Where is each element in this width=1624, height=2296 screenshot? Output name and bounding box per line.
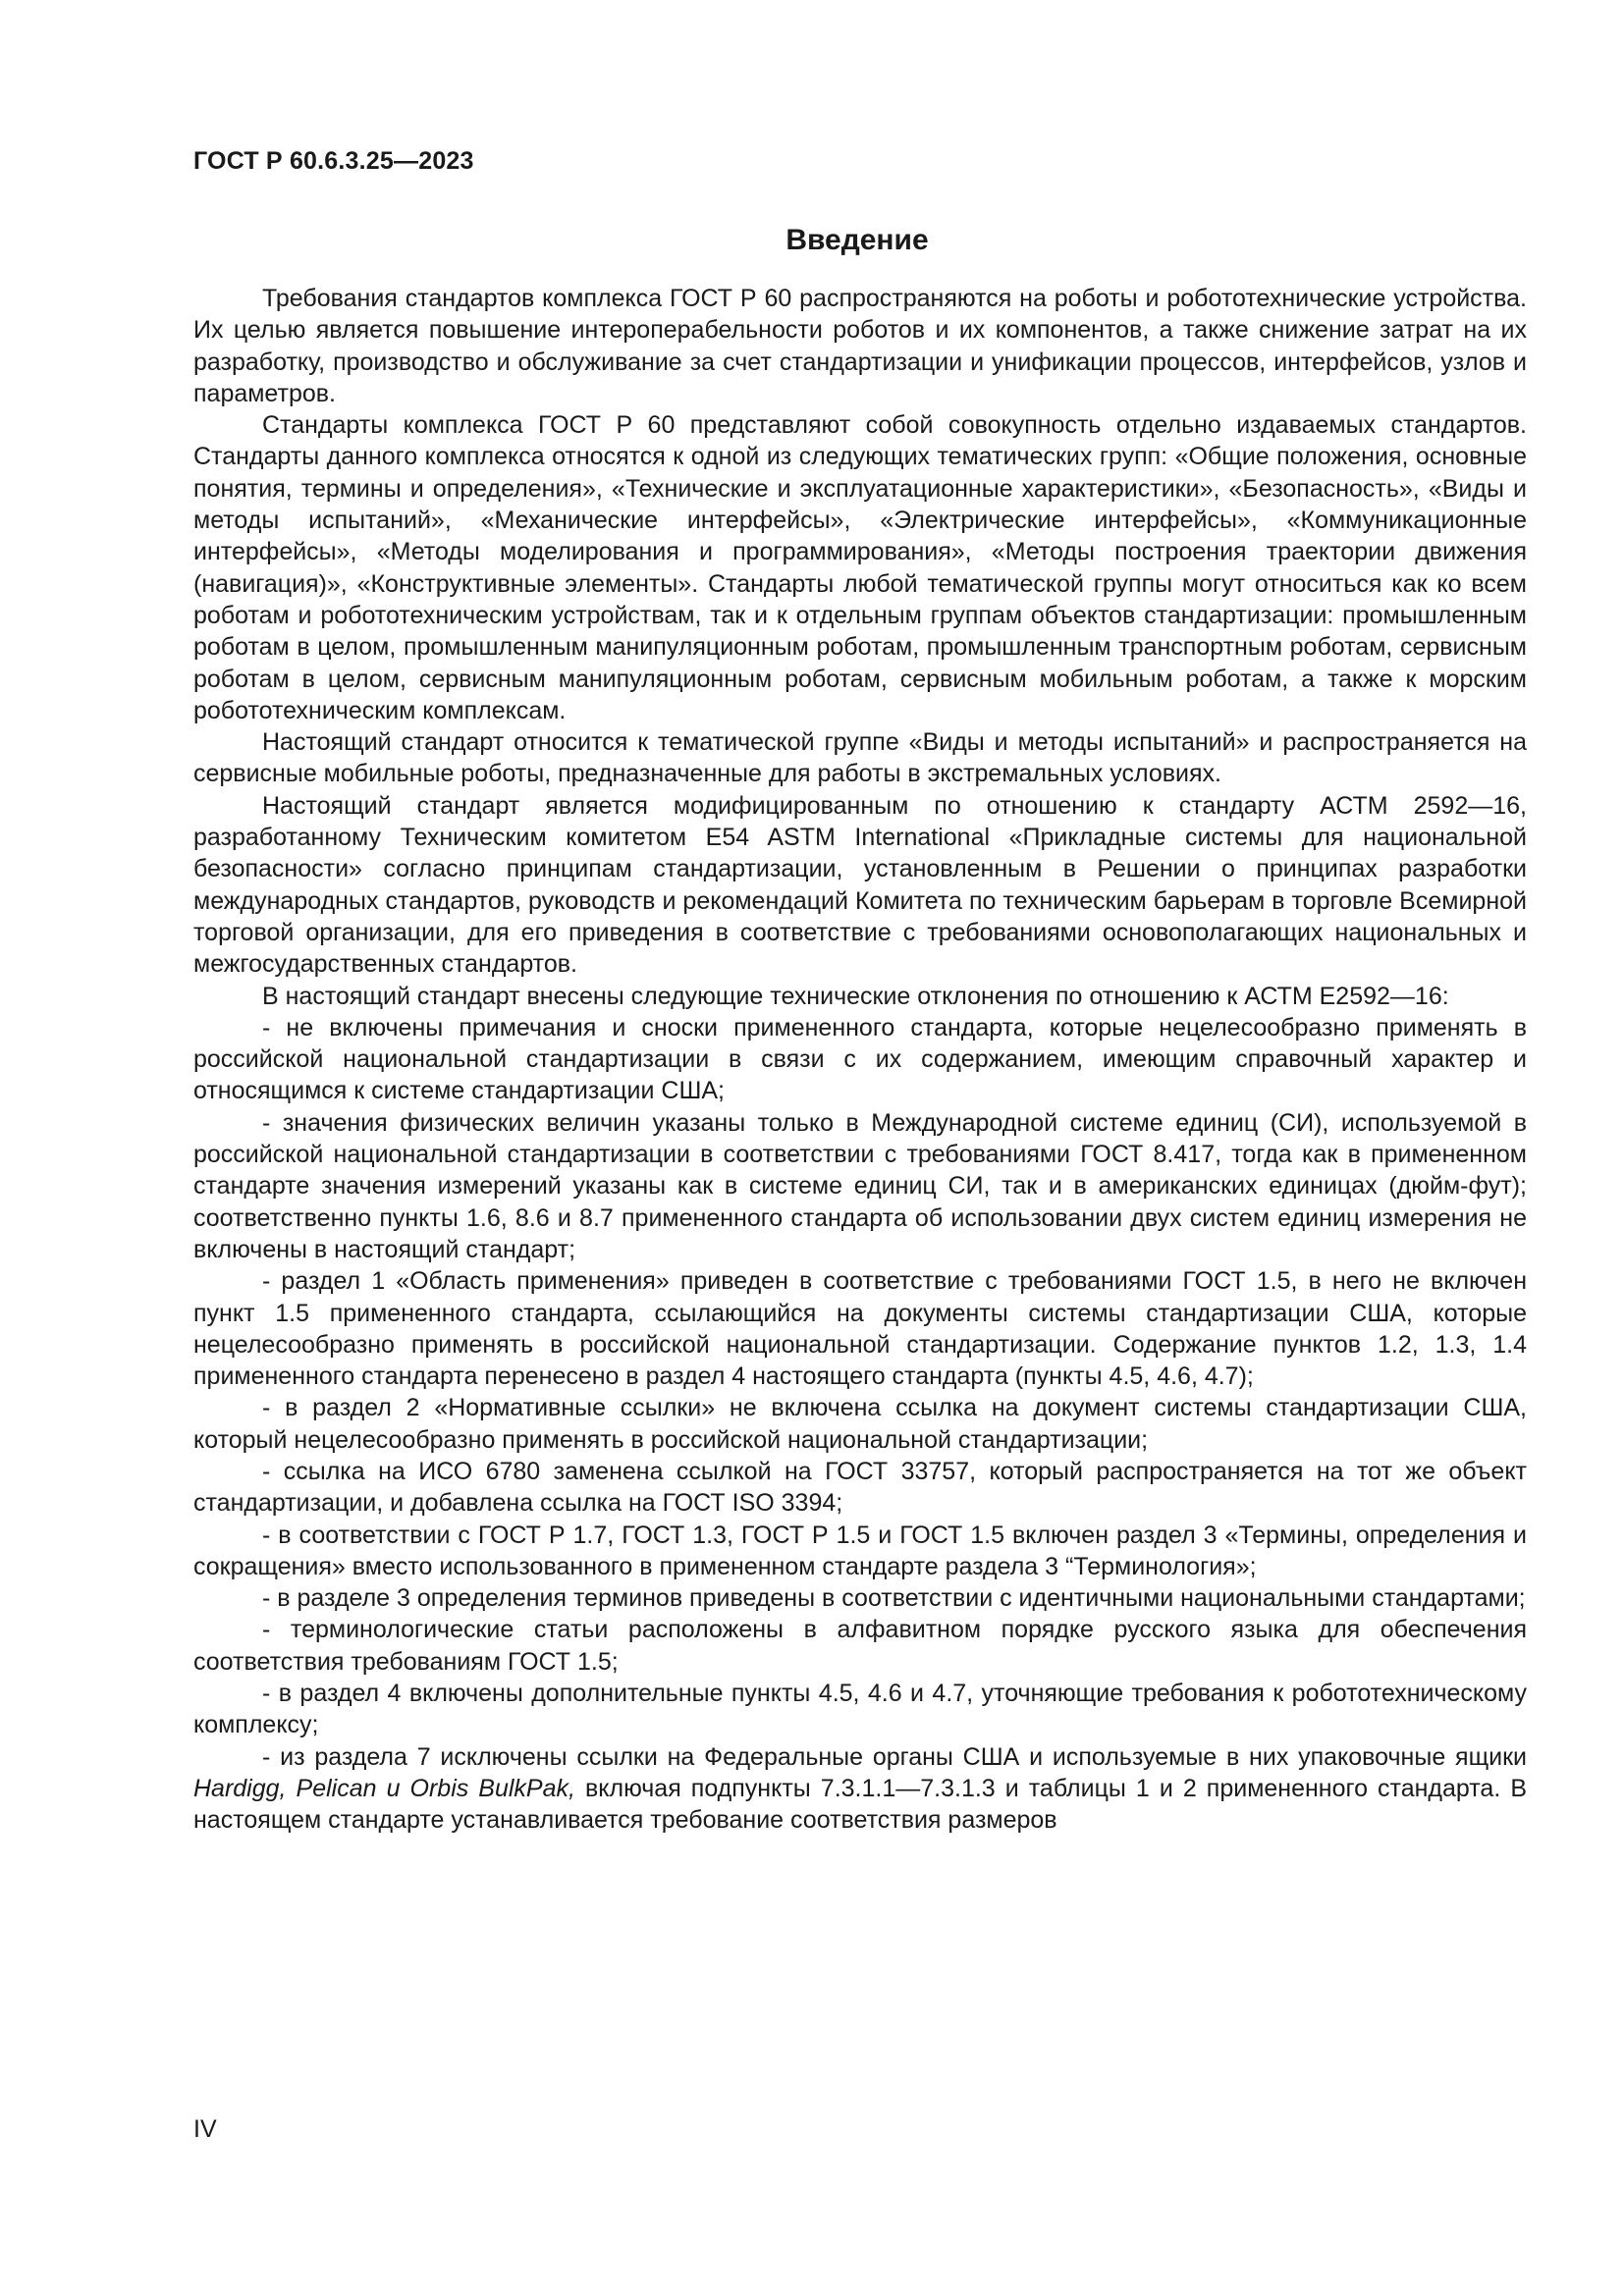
document-body — [193, 283, 1527, 1837]
list-item: - в соответствии с ГОСТ Р 1.7, ГОСТ 1.3, ГОСТ Р 1.5 и ГОСТ 1.5 включен раздел 3 «Термины, определения и сокращения» вместо использованного в примененном стандарте раздела 3 “Терминология»; — [193, 1521, 1527, 1580]
paragraph: Настоящий стандарт относится к тематической группе «Виды и методы испытаний» и распространяется на сервисные мобильные роботы, предназначенные для работы в экстремальных условиях. — [193, 728, 1527, 788]
list-item: - в разделе 3 определения терминов приведены в соответствии с идентичными национальными стандартами; — [262, 1584, 1526, 1613]
list-item: - в раздел 2 «Нормативные ссылки» не включена ссылка на документ системы стандартизации США, который нецелесообразно применять в российской национальной стандартизации; — [193, 1394, 1527, 1454]
list-item: - значения физических величин указаны только в Международной системе единиц (СИ), используемой в российской национальной стандартизации в соответствии с требованиями ГОСТ 8.417, тогда как в примененном стандарте значения измерений указаны как в системе единиц СИ, так и в американских единицах (дюйм-фут); соответственно пункты 1.6, 8.6 и 8.7 примененного стандарта об использовании двух систем единиц измерения не включены в настоящий стандарт; — [193, 1108, 1527, 1263]
list-item: - в раздел 4 включены дополнительные пункты 4.5, 4.6 и 4.7, уточняющие требования к робототехническому комплексу; — [193, 1680, 1527, 1739]
list-item-text: - из раздела 7 исключены ссылки на Федеральные органы США и используемые в них упаковочные ящики — [262, 1742, 1527, 1771]
paragraph: В настоящий стандарт внесены следующие технические отклонения по отношению к АСТМ E2592—16: — [262, 982, 1449, 1010]
list-item: - не включены примечания и сноски примененного стандарта, которые нецелесообразно применять в российской национальной стандартизации в связи с их содержанием, имеющим справочный характер и относящимся к системе стандартизации США; — [193, 1013, 1527, 1105]
document-code: ГОСТ Р 60.6.3.25—2023 — [193, 147, 474, 175]
list-item-text: включая подпункты 7.3.1.1—7.3.1.3 и таблицы 1 и 2 примененного стандарта. В настоящем стандарте устанавливается требование соответствия размеров — [193, 1774, 1527, 1835]
list-item: - терминологические статьи расположены в алфавитном порядке русского языка для обеспечения соответствия требованиям ГОСТ 1.5; — [193, 1616, 1527, 1676]
page-number: IV — [193, 2115, 217, 2143]
list-item — [193, 1741, 1527, 1837]
paragraph: Стандарты комплекса ГОСТ Р 60 представляют собой совокупность отдельно издаваемых стандартов. Стандарты данного комплекса относятся к одной из следующих тематических групп: «Общие положения, основные понятия, термины и определения», «Технические и эксплуатационные характеристики», «Безопасность», «Виды и методы испытаний», «Механические интерфейсы», «Электрические интерфейсы», «Коммуникационные интерфейсы», «Методы моделирования и программирования», «Методы построения траектории движения (навигация)», «Конструктивные элементы». Стандарты любой тематической группы могут относиться как ко всем роботам и робототехническим устройствам, так и к отдельным группам объектов стандартизации: промышленным роботам в целом, промышленным манипуляционным роботам, промышленным транспортным роботам, сервисным роботам в целом, сервисным манипуляционным роботам, сервисным мобильным роботам, а также к морским робототехническим комплексам. — [193, 411, 1527, 724]
section-title: Введение — [785, 224, 929, 256]
paragraph: Требования стандартов комплекса ГОСТ Р 60 распространяются на роботы и робототехнические устройства. Их целью является повышение интероперабельности роботов и их компонентов, а также снижение затрат на их разработку, производство и обслуживание за счет стандартизации и унификации процессов, интерфейсов, узлов и параметров. — [193, 285, 1527, 407]
list-item: - ссылка на ИСО 6780 заменена ссылкой на ГОСТ 33757, который распространяется на тот же объект стандартизации, и добавлена ссылка на ГОСТ ISO 3394; — [193, 1457, 1527, 1518]
list-item: - раздел 1 «Область применения» приведен в соответствие с требованиями ГОСТ 1.5, в него не включен пункт 1.5 примененного стандарта, ссылающийся на документы системы стандартизации США, которые нецелесообразно применять в российской национальной стандартизации. Содержание пунктов 1.2, 1.3, 1.4 примененного стандарта перенесено в раздел 4 настоящего стандарта (пункты 4.5, 4.6, 4.7); — [193, 1267, 1527, 1391]
paragraph: Настоящий стандарт является модифицированным по отношению к стандарту АСТМ 2592—16, разработанному Техническим комитетом E54 ASTM International «Прикладные системы для национальной безопасности» согласно принципам стандартизации, установленным в Решении о принципах разработки международных стандартов, руководств и рекомендаций Комитета по техническим барьерам в торговле Всемирной торговой организации, для его приведения в соответствие с требованиями основополагающих национальных и межгосударственных стандартов. — [193, 791, 1527, 979]
packaging-brands: Hardigg, Pelican и Orbis BulkPak, — [193, 1774, 575, 1802]
